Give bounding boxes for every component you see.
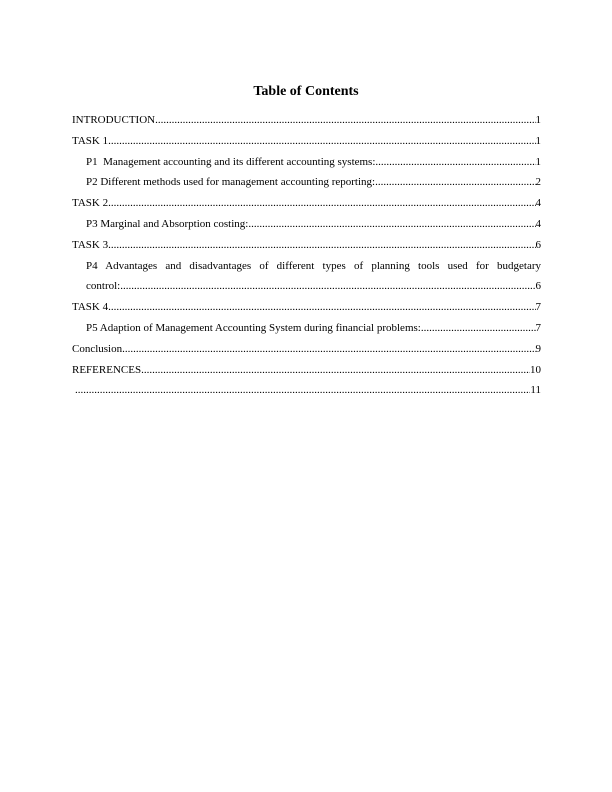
- toc-entry-task-3[interactable]: [72, 238, 541, 259]
- toc-entry-task-2[interactable]: [72, 196, 541, 217]
- toc-entry-text: P2 Different methods used for management accounting reporting:: [86, 176, 376, 189]
- toc-entry-text: REFERENCES: [72, 363, 142, 376]
- toc-page-number: 7: [535, 301, 541, 314]
- toc-page-number: 4: [535, 197, 541, 210]
- toc-entry-task-4[interactable]: [72, 300, 541, 321]
- toc-entry-text: TASK 3: [72, 238, 109, 251]
- toc-leader-dots: [375, 155, 535, 169]
- toc-entry-p3[interactable]: [72, 217, 541, 238]
- toc-entry-text: Conclusion: [72, 342, 123, 355]
- toc-leader-dots: [375, 175, 535, 189]
- toc-leader-dots: [108, 238, 535, 252]
- toc-entry-task-1[interactable]: [72, 134, 541, 155]
- toc-page-number: 9: [535, 342, 541, 355]
- toc-page-number: 4: [535, 217, 541, 230]
- toc-entry-text: TASK 4: [72, 301, 109, 314]
- toc-entry-p4-line1[interactable]: [72, 259, 541, 280]
- toc-entry-text: TASK 1: [72, 134, 109, 147]
- toc-leader-dots: [75, 383, 530, 397]
- toc-entry-text: control:: [86, 280, 121, 293]
- toc-entry-text: INTRODUCTION: [72, 114, 156, 126]
- toc-entry-text: TASK 2: [72, 197, 109, 210]
- toc-page-number: 6: [535, 238, 541, 251]
- toc-entry-p5[interactable]: [72, 321, 541, 342]
- toc-leader-dots: [155, 113, 535, 127]
- toc-page-number: 10: [530, 363, 541, 376]
- toc-page-number: 6: [535, 280, 541, 293]
- toc-leader-dots: [248, 217, 535, 231]
- toc-page-number: 1: [535, 134, 541, 147]
- toc-leader-dots: [108, 300, 535, 314]
- toc-entry-text: P1 Management accounting and its different accounting systems:: [86, 155, 376, 168]
- toc-entry-untitled[interactable]: [72, 383, 541, 404]
- toc-entry-p4-line2[interactable]: [72, 279, 541, 300]
- toc-page-number: 11: [530, 384, 541, 397]
- toc-leader-dots: [421, 321, 536, 335]
- toc-leader-dots: [108, 196, 535, 210]
- toc-entry-p2[interactable]: [72, 175, 541, 196]
- toc-leader-dots: [141, 363, 530, 377]
- toc-leader-dots: [122, 342, 535, 356]
- toc-entry-introduction[interactable]: [72, 113, 541, 134]
- toc-entry-references[interactable]: [72, 363, 541, 384]
- toc-page-number: 2: [535, 176, 541, 189]
- toc-entry-text: P4 Advantages and disadvantages of different types of planning tools used for budgetary: [86, 259, 541, 272]
- toc-leader-dots: [108, 134, 535, 148]
- toc-page-number: 7: [535, 321, 541, 334]
- toc-entry-text: P3 Marginal and Absorption costing:: [86, 217, 249, 230]
- toc-leader-dots: [120, 279, 535, 293]
- toc-title: Table of Contents: [253, 84, 359, 99]
- toc-page-number: 1: [535, 155, 541, 168]
- toc-entry-p1[interactable]: [72, 155, 541, 176]
- toc-list: [72, 113, 541, 404]
- toc-entry-text: P5 Adaption of Management Accounting System during financial problems:: [86, 321, 421, 334]
- toc-entry-conclusion[interactable]: [72, 342, 541, 363]
- toc-page-number: 1: [535, 114, 541, 126]
